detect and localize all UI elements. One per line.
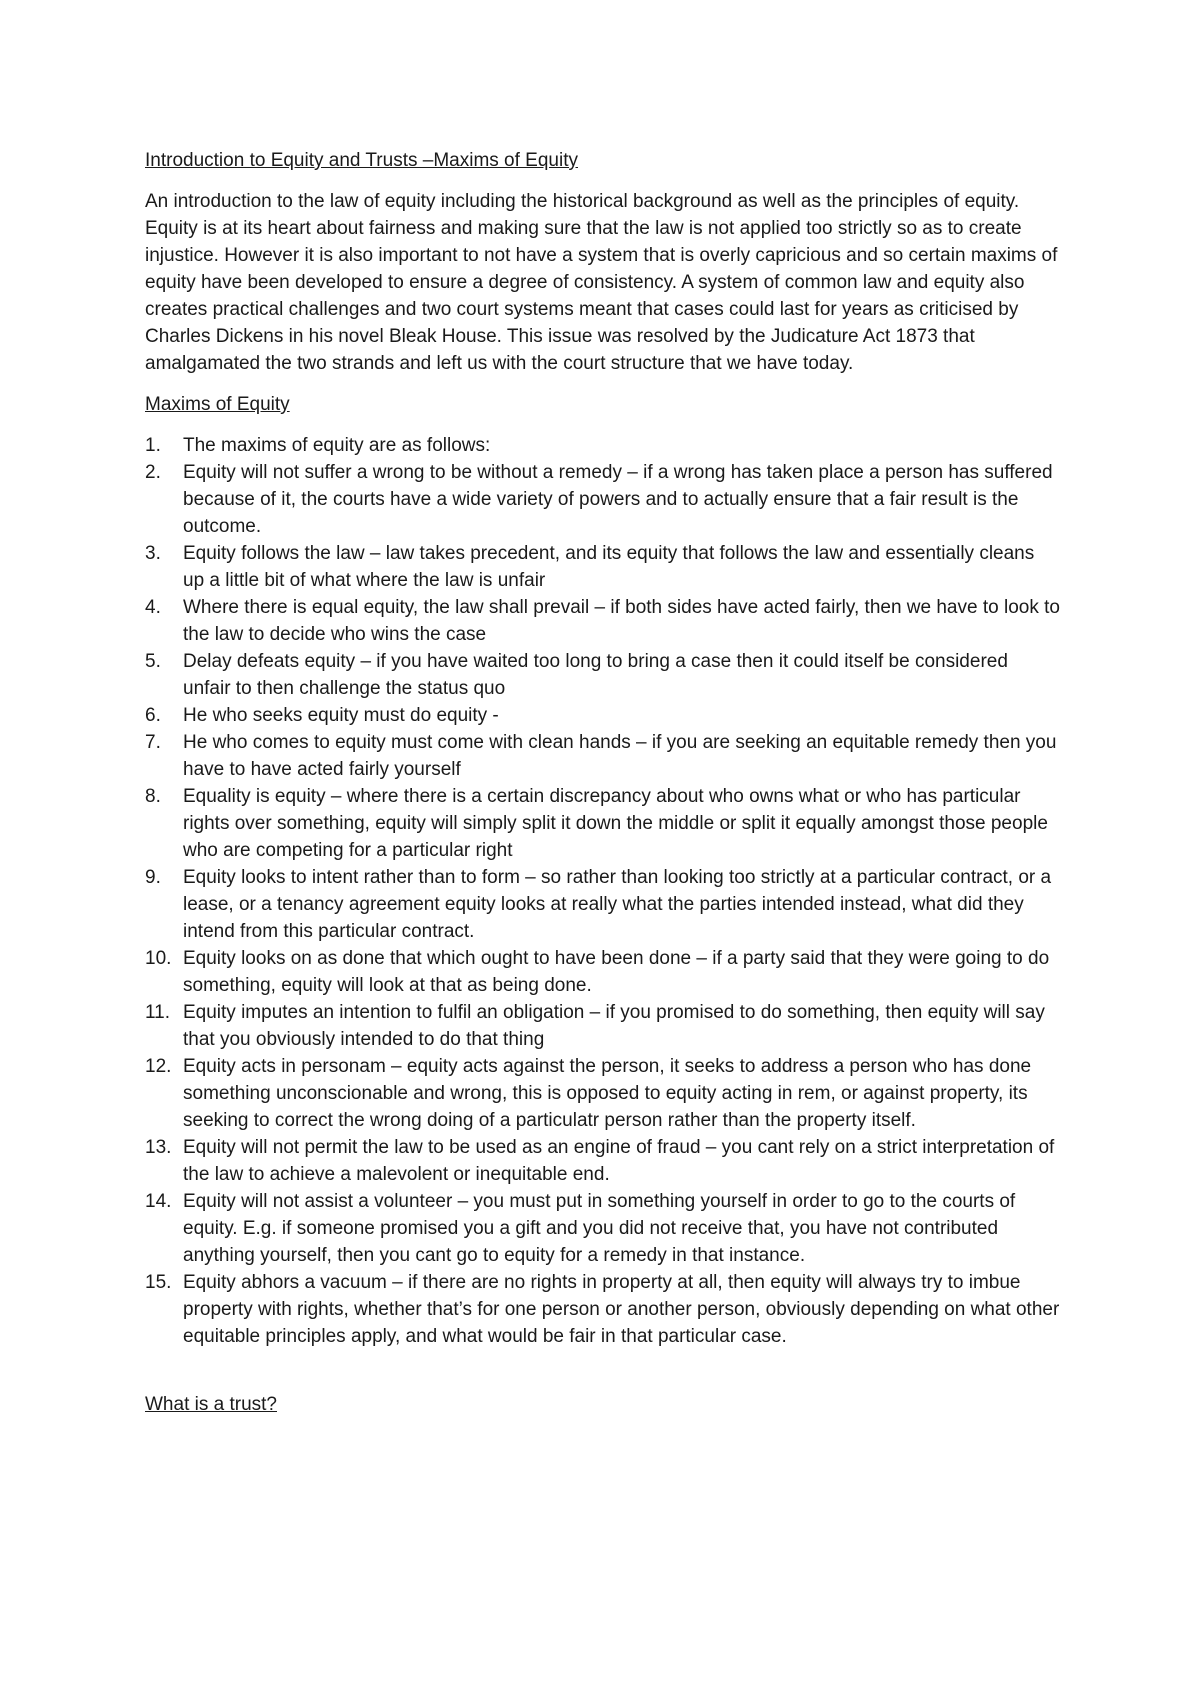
maxim-text: The maxims of equity are as follows: <box>183 435 491 456</box>
maxim-item <box>145 648 1060 702</box>
maxim-text: Equity will not suffer a wrong to be without a remedy – if a wrong has taken place a person has suffered because of it, the courts have a wide variety of powers and to actually ensure that a fair result is the outcome. <box>183 462 1053 537</box>
maxim-number: 15. <box>145 1272 172 1293</box>
maxim-number: 14. <box>145 1191 172 1212</box>
maxim-text: Equity will not permit the law to be used as an engine of fraud – you cant rely on a strict interpretation of the law to achieve a malevolent or inequitable end. <box>183 1137 1055 1185</box>
maxim-number: 6. <box>145 705 161 726</box>
maxim-item <box>145 702 1060 729</box>
maxim-number: 4. <box>145 597 161 618</box>
maxim-number: 8. <box>145 786 161 807</box>
maxim-text: He who comes to equity must come with clean hands – if you are seeking an equitable remedy then you have to have acted fairly yourself <box>183 732 1057 780</box>
maxim-number: 9. <box>145 867 161 888</box>
maxim-item <box>145 1134 1060 1188</box>
maxim-item <box>145 999 1060 1053</box>
maxim-item <box>145 945 1060 999</box>
maxim-number: 1. <box>145 435 161 456</box>
maxim-text: Equity follows the law – law takes precedent, and its equity that follows the law and essentially cleans up a little bit of what where the law is unfair <box>183 543 1035 591</box>
maxim-item <box>145 864 1060 945</box>
document-title: Introduction to Equity and Trusts –Maxims of Equity <box>145 150 578 171</box>
maxim-text: Equity abhors a vacuum – if there are no rights in property at all, then equity will always try to imbue property with rights, whether that’s for one person or another person, obviously depending on what other equitable principles apply, and what would be fair in that particular case. <box>183 1272 1060 1347</box>
maxim-item <box>145 729 1060 783</box>
maxims-list <box>145 432 1060 1350</box>
maxim-number: 13. <box>145 1137 172 1158</box>
trust-heading: What is a trust? <box>145 1394 277 1415</box>
maxim-item <box>145 540 1060 594</box>
maxim-text: Where there is equal equity, the law shall prevail – if both sides have acted fairly, then we have to look to the law to decide who wins the case <box>183 597 1060 645</box>
maxim-text: Equity will not assist a volunteer – you must put in something yourself in order to go to the courts of equity. E.g. if someone promised you a gift and you did not receive that, you have not contributed anything yourself, then you cant go to equity for a remedy in that instance. <box>183 1191 1016 1266</box>
maxim-number: 11. <box>145 1002 171 1023</box>
document-content <box>145 147 1060 1418</box>
maxim-item <box>145 432 1060 459</box>
intro-paragraph: An introduction to the law of equity including the historical background as well as the principles of equity. Equity is at its heart about fairness and making sure that the law is not applied too strictly so as to create injustice. However it is also important to not have a system that is overly capricious and so certain maxims of equity have been developed to ensure a degree of consistency. A system of common law and equity also creates practical challenges and two court systems meant that cases could last for years as criticised by Charles Dickens in his novel Bleak House. This issue was resolved by the Judicature Act 1873 that amalgamated the two strands and left us with the court structure that we have today. <box>145 191 1058 374</box>
maxim-number: 3. <box>145 543 161 564</box>
maxim-item <box>145 1053 1060 1134</box>
maxim-number: 7. <box>145 732 161 753</box>
maxim-number: 2. <box>145 462 161 483</box>
maxim-text: Equity looks on as done that which ought to have been done – if a party said that they were going to do something, equity will look at that as being done. <box>183 948 1050 996</box>
maxim-number: 5. <box>145 651 161 672</box>
maxim-text: Equity imputes an intention to fulfil an obligation – if you promised to do something, then equity will say that you obviously intended to do that thing <box>183 1002 1045 1050</box>
maxim-number: 10. <box>145 948 172 969</box>
maxim-text: Equity looks to intent rather than to form – so rather than looking too strictly at a particular contract, or a lease, or a tenancy agreement equity looks at really what the parties intended instead, what did they intend from this particular contract. <box>183 867 1052 942</box>
maxim-item <box>145 783 1060 864</box>
maxim-item <box>145 594 1060 648</box>
maxim-text: Equity acts in personam – equity acts against the person, it seeks to address a person who has done something unconscionable and wrong, this is opposed to equity acting in rem, or against property, its seeking to correct the wrong doing of a particulatr person rather than the property itself. <box>183 1056 1032 1131</box>
maxims-heading: Maxims of Equity <box>145 394 290 415</box>
maxim-text: Equality is equity – where there is a certain discrepancy about who owns what or who has particular rights over something, equity will simply split it down the middle or split it equally amongst those people who are competing for a particular right <box>183 786 1048 861</box>
maxim-number: 12. <box>145 1056 172 1077</box>
maxim-item <box>145 459 1060 540</box>
maxim-item <box>145 1188 1060 1269</box>
maxim-text: He who seeks equity must do equity - <box>183 705 499 726</box>
maxim-item <box>145 1269 1060 1350</box>
maxim-text: Delay defeats equity – if you have waited too long to bring a case then it could itself be considered unfair to then challenge the status quo <box>183 651 1008 699</box>
